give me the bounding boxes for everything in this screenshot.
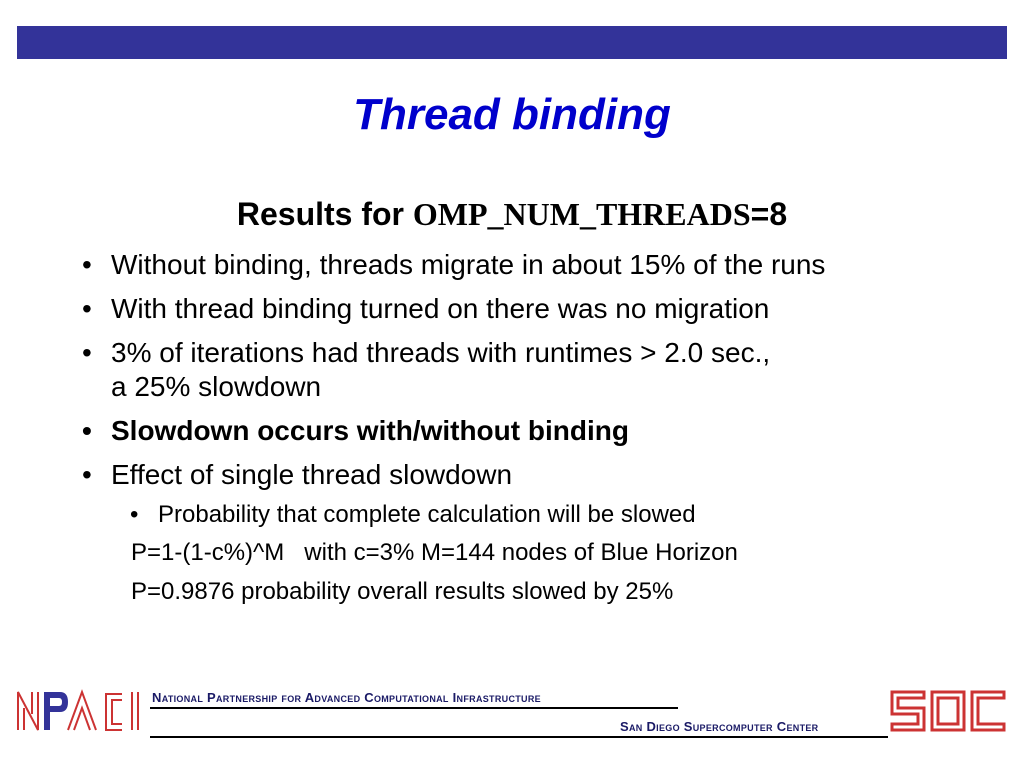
bullet-item	[82, 248, 1012, 282]
sdsc-logo	[888, 688, 1008, 734]
bullet-glyph: •	[82, 249, 92, 280]
bullet-item	[82, 292, 1012, 326]
bullet-glyph: •	[130, 501, 139, 528]
top-banner-bar	[17, 26, 1007, 59]
subtitle-prefix: Results for	[236, 196, 413, 232]
bullet-text: With thread binding turned on there was no migration	[111, 293, 770, 324]
bullet-text: Without binding, threads migrate in about 15% of the runs	[111, 249, 826, 280]
sub-bullet-item	[130, 500, 1012, 530]
bullet-glyph: •	[82, 293, 92, 324]
slide-subtitle	[0, 194, 1024, 234]
logo-letter-n	[18, 692, 38, 730]
bullet-text-line2: a 25% slowdown	[111, 371, 322, 402]
result-line: P=0.9876 probability overall results slowed by 25%	[131, 578, 674, 605]
footer-org-name: National Partnership for Advanced Computational Infrastructure	[152, 690, 541, 705]
bullet-list	[82, 248, 1012, 616]
bullet-text: Effect of single thread slowdown	[111, 459, 513, 490]
subtitle-code: OMP_NUM_THREADS	[412, 196, 751, 232]
footer-center-name: San Diego Supercomputer Center	[620, 719, 819, 734]
bullet-glyph: •	[82, 415, 92, 446]
footer-rule-bottom	[150, 736, 888, 738]
bullet-item	[82, 336, 1012, 404]
formula-line: P=1-(1-c%)^M with c=3% M=144 nodes of Blue Horizon	[131, 539, 738, 566]
npaci-logo	[14, 686, 148, 734]
bullet-item-emphasis	[82, 414, 1012, 448]
sub-bullet-text: Probability that complete calculation will be slowed	[158, 501, 696, 528]
bullet-glyph: •	[82, 459, 92, 490]
bullet-text: Slowdown occurs with/without binding	[111, 415, 629, 446]
bullet-item	[82, 458, 1012, 492]
footer-rule-top	[150, 707, 678, 709]
bullet-glyph: •	[82, 337, 92, 368]
bullet-text-line1: 3% of iterations had threads with runtimes > 2.0 sec.,	[111, 337, 771, 368]
slide-title: Thread binding	[353, 90, 671, 139]
subtitle-suffix: =8	[750, 196, 788, 232]
